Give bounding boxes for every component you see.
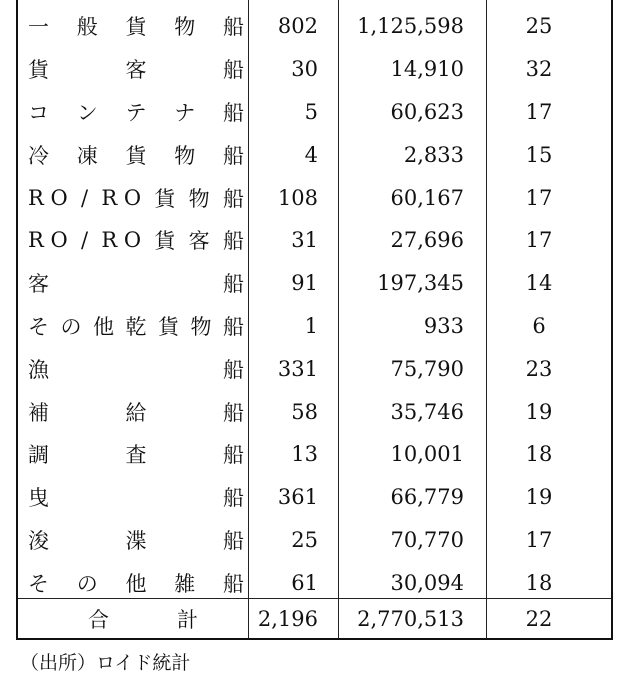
total-row [18,598,611,641]
ship-count: 108 [277,185,318,210]
ship-type: 冷 凍 貨 物 船 [28,143,244,168]
table-row [18,91,611,134]
gross-tonnage: 27,696 [390,228,464,253]
gross-tonnage: 35,746 [390,399,464,424]
table-row [18,305,611,348]
average-age: 14 [525,271,553,296]
ship-type: 補 給 船 [28,400,244,425]
gross-tonnage: 60,623 [390,99,464,124]
average-age: 6 [532,313,546,338]
table-row [18,176,611,219]
table-row [18,347,611,390]
total-age: 22 [525,607,553,631]
table-row [18,476,611,519]
average-age: 19 [525,399,553,424]
ship-count: 4 [304,142,318,167]
average-age: 15 [525,142,553,167]
gross-tonnage: 70,770 [390,527,464,552]
total-label: 合 計 [88,608,198,632]
ship-count: 61 [291,570,318,595]
average-age: 23 [525,356,553,381]
gross-tonnage: 933 [423,313,464,338]
average-age: 17 [525,228,553,253]
ship-type: 曳 船 [28,486,244,511]
total-tonnage: 2,770,513 [357,607,464,631]
average-age: 18 [525,442,553,467]
average-age: 25 [525,14,553,39]
gross-tonnage: 197,345 [377,271,464,296]
ship-type: R O / R O 貨 物 船 [28,185,244,211]
gross-tonnage: 66,779 [390,485,464,510]
ship-count: 331 [277,356,318,381]
gross-tonnage: 14,910 [390,57,464,82]
ship-count: 58 [291,399,318,424]
gross-tonnage: 75,790 [390,356,464,381]
average-age: 17 [525,99,553,124]
average-age: 19 [525,485,553,510]
ship-type: そ の 他 乾 貨 物 船 [28,314,244,339]
gross-tonnage: 60,167 [390,185,464,210]
gross-tonnage: 30,094 [390,570,464,595]
ship-type: コ ン テ ナ 船 [28,100,244,125]
gross-tonnage: 2,833 [403,142,464,167]
ship-type: 漁 船 [28,357,244,382]
ship-count: 1 [304,313,318,338]
ship-type: R O / R O 貨 客 船 [28,228,244,254]
ship-type: 浚 渫 船 [28,528,244,553]
table-row [18,390,611,433]
table-row [18,219,611,262]
table-row [18,5,611,48]
table-row [18,133,611,176]
ship-count: 5 [304,99,318,124]
average-age: 32 [525,57,553,82]
gross-tonnage: 1,125,598 [357,14,464,39]
ship-count: 361 [277,485,318,510]
table-body [18,5,611,604]
average-age: 17 [525,185,553,210]
ship-count: 91 [291,271,318,296]
table-row [18,48,611,91]
ship-count: 31 [291,228,318,253]
ship-type: 調 査 船 [28,443,244,468]
ship-count: 802 [277,14,318,39]
ship-type: 貨 客 船 [28,58,244,83]
table-row [18,262,611,305]
total-count: 2,196 [257,607,318,631]
table-row [18,433,611,476]
ship-count: 30 [291,57,318,82]
ship-statistics-table [16,0,613,640]
source-footnote: （出所）ロイド統計 [20,652,191,674]
gross-tonnage: 10,001 [390,442,464,467]
ship-count: 25 [291,527,318,552]
ship-type: 一 般 貨 物 船 [28,15,244,40]
average-age: 18 [525,570,553,595]
table-row [18,519,611,562]
ship-type: そ の 他 雑 船 [28,571,244,596]
average-age: 17 [525,527,553,552]
ship-count: 13 [291,442,318,467]
ship-type: 客 船 [28,272,244,297]
